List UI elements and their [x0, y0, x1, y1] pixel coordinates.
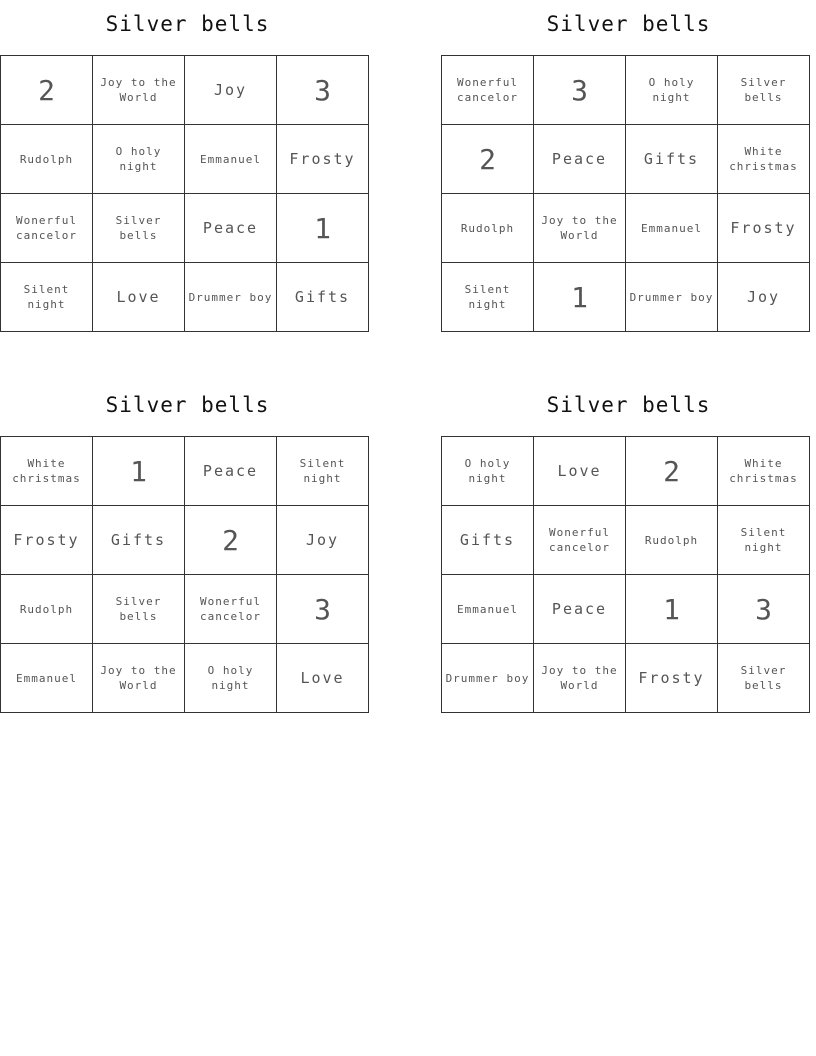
grid-cell: O holy night: [442, 437, 534, 506]
grid-cell: Joy to the World: [93, 644, 185, 713]
grid-row: [442, 437, 810, 506]
grid-cell: Silent night: [442, 263, 534, 332]
grid-cell: Gifts: [626, 125, 718, 194]
grid-cell: 2: [1, 56, 93, 125]
grid-cell: Love: [93, 263, 185, 332]
grid-row: [442, 56, 810, 125]
grid-cell: White christmas: [718, 437, 810, 506]
grid-cell: Gifts: [277, 263, 369, 332]
bingo-grid: [441, 55, 810, 332]
grid-cell: 3: [277, 575, 369, 644]
grid-row: [442, 644, 810, 713]
grid-cell: 2: [185, 506, 277, 575]
card-title: Silver bells: [105, 12, 270, 36]
grid-row: [1, 194, 369, 263]
bingo-grid: [441, 436, 810, 713]
grid-cell: Emmanuel: [185, 125, 277, 194]
grid-cell: Peace: [185, 194, 277, 263]
grid-cell: Joy: [718, 263, 810, 332]
grid-cell: Silver bells: [718, 644, 810, 713]
grid-cell: Gifts: [93, 506, 185, 575]
grid-row: [442, 194, 810, 263]
grid-cell: Drummer boy: [442, 644, 534, 713]
grid-cell: O holy night: [626, 56, 718, 125]
grid-row: [442, 125, 810, 194]
grid-cell: Joy to the World: [534, 194, 626, 263]
grid-row: [442, 263, 810, 332]
grid-row: [1, 575, 369, 644]
grid-cell: Rudolph: [626, 506, 718, 575]
bingo-grid: [0, 55, 369, 332]
grid-cell: Silver bells: [93, 575, 185, 644]
grid-cell: Rudolph: [1, 575, 93, 644]
grid-cell: Silent night: [1, 263, 93, 332]
grid-cell: Frosty: [718, 194, 810, 263]
grid-cell: Drummer boy: [626, 263, 718, 332]
grid-cell: Wonerful cancelor: [185, 575, 277, 644]
grid-row: [1, 56, 369, 125]
grid-cell: White christmas: [718, 125, 810, 194]
grid-row: [442, 506, 810, 575]
grid-cell: Silent night: [277, 437, 369, 506]
grid-cell: Joy to the World: [534, 644, 626, 713]
grid-cell: Wonerful cancelor: [1, 194, 93, 263]
grid-row: [442, 575, 810, 644]
grid-cell: Joy: [185, 56, 277, 125]
grid-cell: 3: [718, 575, 810, 644]
grid-cell: Emmanuel: [1, 644, 93, 713]
grid-cell: Rudolph: [1, 125, 93, 194]
grid-cell: 2: [442, 125, 534, 194]
grid-cell: 3: [534, 56, 626, 125]
grid-cell: Frosty: [626, 644, 718, 713]
grid-row: [1, 263, 369, 332]
grid-cell: Silver bells: [93, 194, 185, 263]
grid-row: [1, 644, 369, 713]
grid-row: [1, 437, 369, 506]
grid-cell: Joy to the World: [93, 56, 185, 125]
card-title: Silver bells: [546, 12, 711, 36]
grid-cell: 1: [93, 437, 185, 506]
grid-cell: Silver bells: [718, 56, 810, 125]
grid-row: [1, 125, 369, 194]
grid-cell: Silent night: [718, 506, 810, 575]
grid-cell: Love: [277, 644, 369, 713]
grid-cell: O holy night: [185, 644, 277, 713]
grid-cell: Peace: [534, 575, 626, 644]
grid-cell: 2: [626, 437, 718, 506]
grid-cell: Emmanuel: [442, 575, 534, 644]
grid-cell: Wonerful cancelor: [534, 506, 626, 575]
card-title: Silver bells: [105, 393, 270, 417]
grid-cell: Peace: [185, 437, 277, 506]
card-title: Silver bells: [546, 393, 711, 417]
grid-cell: White christmas: [1, 437, 93, 506]
grid-cell: Emmanuel: [626, 194, 718, 263]
grid-cell: Gifts: [442, 506, 534, 575]
grid-row: [1, 506, 369, 575]
grid-cell: Frosty: [1, 506, 93, 575]
grid-cell: Peace: [534, 125, 626, 194]
grid-cell: Drummer boy: [185, 263, 277, 332]
grid-cell: 1: [534, 263, 626, 332]
grid-cell: O holy night: [93, 125, 185, 194]
grid-cell: Wonerful cancelor: [442, 56, 534, 125]
grid-cell: Joy: [277, 506, 369, 575]
bingo-grid: [0, 436, 369, 713]
grid-cell: 3: [277, 56, 369, 125]
grid-cell: Love: [534, 437, 626, 506]
grid-cell: Rudolph: [442, 194, 534, 263]
grid-cell: Frosty: [277, 125, 369, 194]
grid-cell: 1: [626, 575, 718, 644]
grid-cell: 1: [277, 194, 369, 263]
